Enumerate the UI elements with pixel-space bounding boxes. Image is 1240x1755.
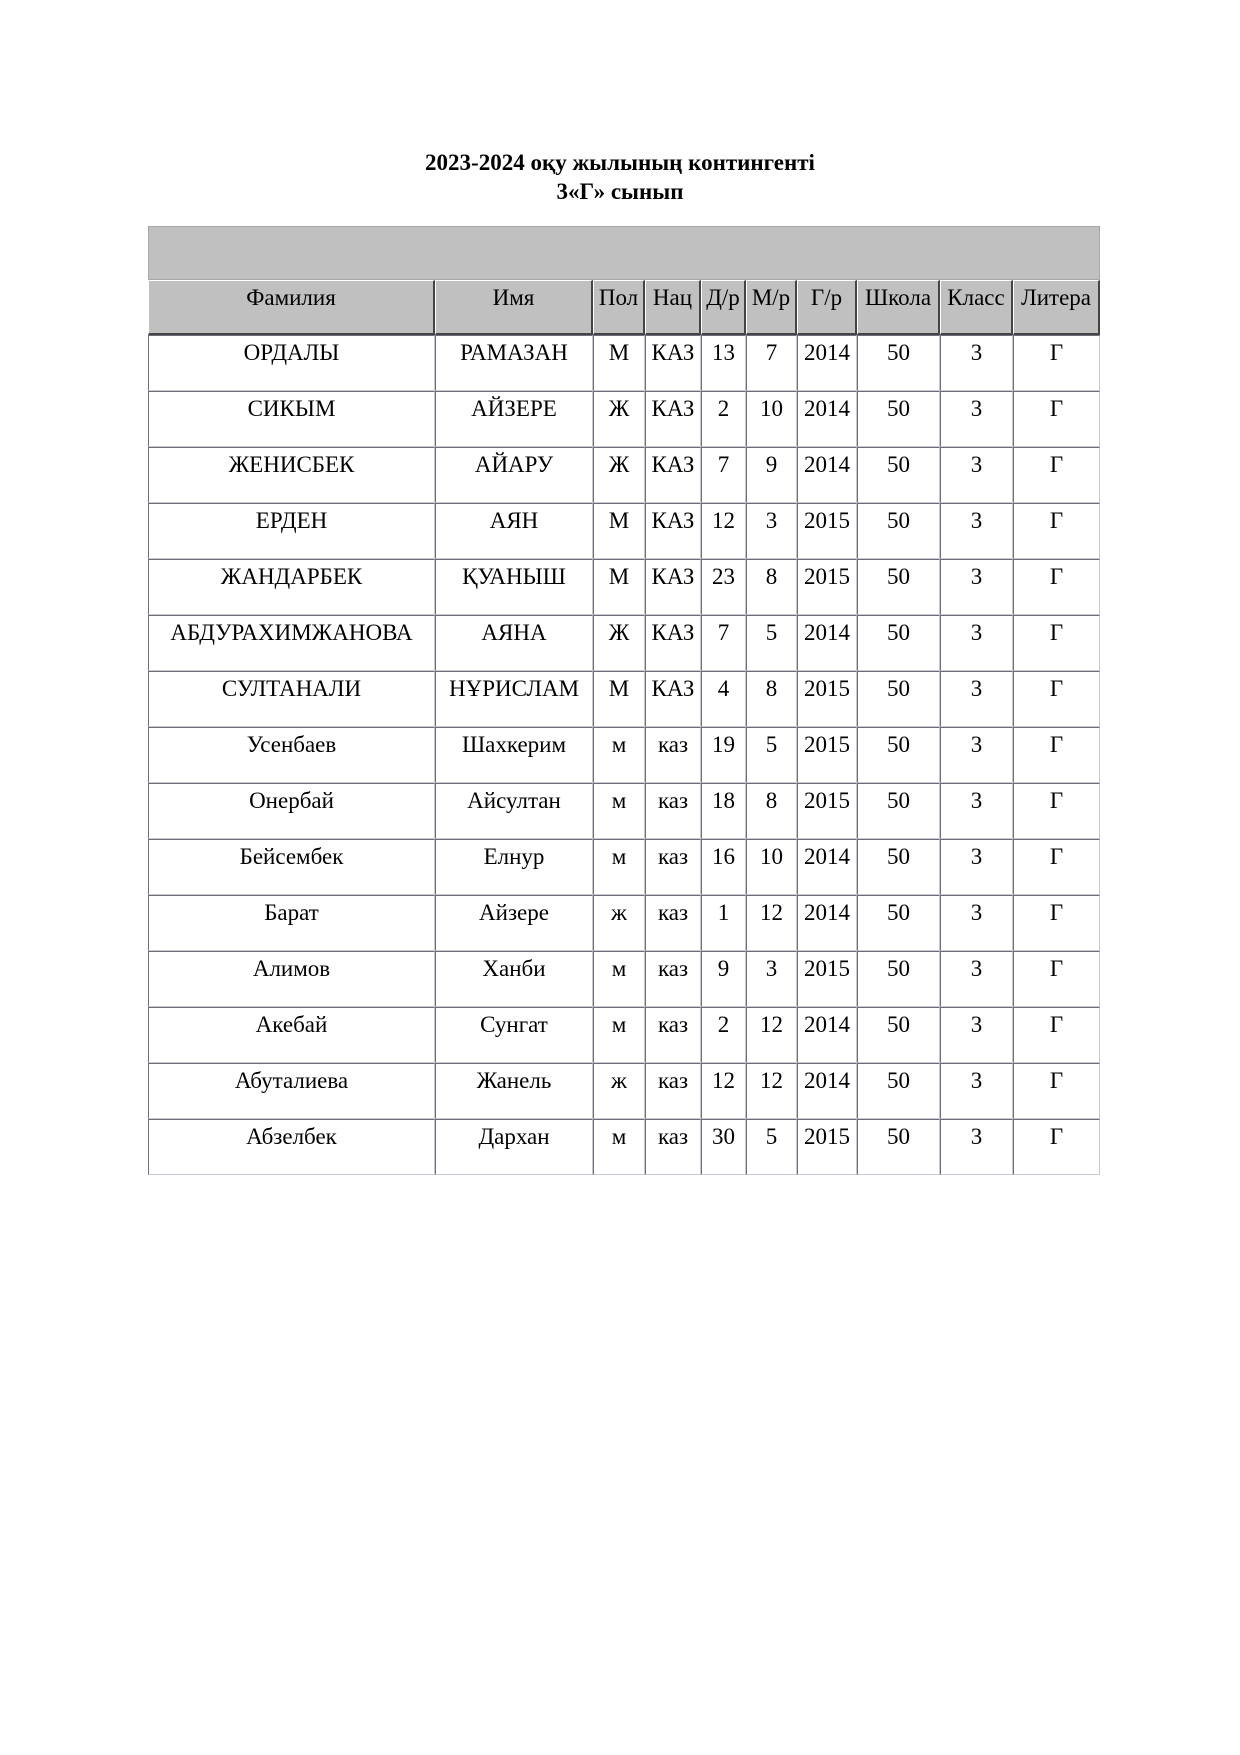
- cell-surname: Абзелбек: [148, 1119, 435, 1175]
- cell-birth-day: 18: [701, 783, 746, 839]
- cell-name: ҚУАНЫШ: [435, 559, 593, 615]
- title-line-year: 2023-2024 оқу жылының контингенті: [425, 150, 815, 175]
- cell-surname: Алимов: [148, 951, 435, 1007]
- cell-school: 50: [857, 1119, 940, 1175]
- cell-birth-year: 2014: [797, 1063, 857, 1119]
- cell-birth-year: 2014: [797, 615, 857, 671]
- cell-nationality: каз: [645, 727, 701, 783]
- table-row: [148, 951, 1100, 1007]
- cell-birth-year: 2014: [797, 1007, 857, 1063]
- table-row: [148, 447, 1100, 503]
- title-line-class: 3«Г» сынып: [556, 179, 684, 204]
- cell-nationality: КАЗ: [645, 671, 701, 727]
- cell-school: 50: [857, 503, 940, 559]
- cell-school: 50: [857, 895, 940, 951]
- cell-birth-year: 2014: [797, 335, 857, 391]
- cell-gender: м: [593, 1007, 645, 1063]
- cell-class: 3: [940, 951, 1013, 1007]
- cell-gender: М: [593, 671, 645, 727]
- cell-birth-day: 12: [701, 1063, 746, 1119]
- cell-surname: ЖЕНИСБЕК: [148, 447, 435, 503]
- cell-birth-day: 7: [701, 615, 746, 671]
- cell-name: Дархан: [435, 1119, 593, 1175]
- cell-surname: АБДУРАХИМЖАНОВА: [148, 615, 435, 671]
- cell-gender: ж: [593, 895, 645, 951]
- cell-birth-day: 2: [701, 391, 746, 447]
- cell-school: 50: [857, 391, 940, 447]
- header-birth-year: Г/р: [797, 280, 857, 335]
- cell-birth-day: 9: [701, 951, 746, 1007]
- cell-school: 50: [857, 1007, 940, 1063]
- table-row: [148, 559, 1100, 615]
- table-row: [148, 727, 1100, 783]
- cell-gender: М: [593, 559, 645, 615]
- cell-school: 50: [857, 727, 940, 783]
- cell-school: 50: [857, 839, 940, 895]
- cell-birth-year: 2014: [797, 839, 857, 895]
- cell-birth-year: 2015: [797, 503, 857, 559]
- cell-gender: м: [593, 783, 645, 839]
- cell-letter: Г: [1013, 335, 1100, 391]
- cell-name: Сунгат: [435, 1007, 593, 1063]
- table-row: [148, 783, 1100, 839]
- cell-name: АЙАРУ: [435, 447, 593, 503]
- cell-school: 50: [857, 559, 940, 615]
- cell-birth-month: 9: [746, 447, 797, 503]
- cell-letter: Г: [1013, 895, 1100, 951]
- cell-gender: Ж: [593, 615, 645, 671]
- cell-name: РАМАЗАН: [435, 335, 593, 391]
- cell-name: Айсултан: [435, 783, 593, 839]
- cell-nationality: КАЗ: [645, 447, 701, 503]
- cell-birth-year: 2014: [797, 391, 857, 447]
- table-row: [148, 335, 1100, 391]
- cell-name: АЯН: [435, 503, 593, 559]
- header-nationality: Нац: [645, 280, 701, 335]
- cell-name: АЙЗЕРЕ: [435, 391, 593, 447]
- header-surname: Фамилия: [148, 280, 435, 335]
- cell-class: 3: [940, 615, 1013, 671]
- cell-surname: ЕРДЕН: [148, 503, 435, 559]
- cell-nationality: КАЗ: [645, 335, 701, 391]
- cell-name: Елнур: [435, 839, 593, 895]
- cell-letter: Г: [1013, 671, 1100, 727]
- cell-nationality: каз: [645, 951, 701, 1007]
- cell-surname: СИКЫМ: [148, 391, 435, 447]
- cell-class: 3: [940, 335, 1013, 391]
- cell-birth-day: 12: [701, 503, 746, 559]
- cell-birth-year: 2015: [797, 671, 857, 727]
- cell-school: 50: [857, 615, 940, 671]
- cell-birth-year: 2015: [797, 951, 857, 1007]
- cell-letter: Г: [1013, 783, 1100, 839]
- cell-birth-month: 8: [746, 783, 797, 839]
- cell-birth-month: 12: [746, 1063, 797, 1119]
- table-row: [148, 895, 1100, 951]
- cell-gender: Ж: [593, 391, 645, 447]
- cell-name: Ханби: [435, 951, 593, 1007]
- cell-nationality: каз: [645, 839, 701, 895]
- cell-letter: Г: [1013, 615, 1100, 671]
- cell-surname: Онербай: [148, 783, 435, 839]
- header-class: Класс: [940, 280, 1013, 335]
- cell-letter: Г: [1013, 839, 1100, 895]
- cell-birth-day: 19: [701, 727, 746, 783]
- cell-surname: Усенбаев: [148, 727, 435, 783]
- cell-name: Айзере: [435, 895, 593, 951]
- cell-letter: Г: [1013, 1007, 1100, 1063]
- cell-nationality: КАЗ: [645, 391, 701, 447]
- cell-birth-day: 16: [701, 839, 746, 895]
- cell-nationality: каз: [645, 1007, 701, 1063]
- cell-class: 3: [940, 895, 1013, 951]
- cell-birth-day: 7: [701, 447, 746, 503]
- cell-gender: м: [593, 1119, 645, 1175]
- cell-birth-month: 10: [746, 839, 797, 895]
- table-row: [148, 503, 1100, 559]
- cell-birth-month: 5: [746, 727, 797, 783]
- cell-name: Шахкерим: [435, 727, 593, 783]
- cell-surname: Барат: [148, 895, 435, 951]
- cell-name: НҰРИСЛАМ: [435, 671, 593, 727]
- cell-letter: Г: [1013, 503, 1100, 559]
- cell-birth-month: 5: [746, 1119, 797, 1175]
- table-row: [148, 1119, 1100, 1175]
- cell-class: 3: [940, 391, 1013, 447]
- cell-surname: ЖАНДАРБЕК: [148, 559, 435, 615]
- table-row: [148, 391, 1100, 447]
- cell-class: 3: [940, 447, 1013, 503]
- cell-name: АЯНА: [435, 615, 593, 671]
- cell-birth-month: 3: [746, 951, 797, 1007]
- cell-nationality: каз: [645, 1119, 701, 1175]
- cell-school: 50: [857, 671, 940, 727]
- cell-school: 50: [857, 447, 940, 503]
- cell-nationality: каз: [645, 783, 701, 839]
- cell-nationality: КАЗ: [645, 503, 701, 559]
- cell-nationality: КАЗ: [645, 559, 701, 615]
- cell-birth-day: 13: [701, 335, 746, 391]
- cell-birth-day: 1: [701, 895, 746, 951]
- cell-school: 50: [857, 783, 940, 839]
- header-name: Имя: [435, 280, 593, 335]
- cell-gender: м: [593, 727, 645, 783]
- table-row: [148, 615, 1100, 671]
- student-roster-table: [148, 226, 1100, 1175]
- table-row: [148, 1063, 1100, 1119]
- cell-class: 3: [940, 1119, 1013, 1175]
- cell-birth-year: 2014: [797, 895, 857, 951]
- cell-birth-month: 7: [746, 335, 797, 391]
- cell-class: 3: [940, 671, 1013, 727]
- cell-gender: Ж: [593, 447, 645, 503]
- cell-surname: СУЛТАНАЛИ: [148, 671, 435, 727]
- cell-gender: м: [593, 839, 645, 895]
- cell-birth-month: 12: [746, 1007, 797, 1063]
- cell-class: 3: [940, 1063, 1013, 1119]
- cell-letter: Г: [1013, 391, 1100, 447]
- cell-birth-year: 2015: [797, 1119, 857, 1175]
- cell-name: Жанель: [435, 1063, 593, 1119]
- header-birth-day: Д/р: [701, 280, 746, 335]
- cell-school: 50: [857, 335, 940, 391]
- cell-letter: Г: [1013, 559, 1100, 615]
- table-header-row: [148, 280, 1100, 335]
- cell-birth-year: 2014: [797, 447, 857, 503]
- cell-surname: Абуталиева: [148, 1063, 435, 1119]
- table-row: [148, 839, 1100, 895]
- cell-surname: Бейсембек: [148, 839, 435, 895]
- cell-gender: М: [593, 503, 645, 559]
- cell-gender: ж: [593, 1063, 645, 1119]
- table-row: [148, 1007, 1100, 1063]
- cell-gender: М: [593, 335, 645, 391]
- document-title: [0, 148, 1240, 206]
- cell-birth-month: 8: [746, 559, 797, 615]
- cell-birth-month: 3: [746, 503, 797, 559]
- cell-class: 3: [940, 559, 1013, 615]
- cell-letter: Г: [1013, 1119, 1100, 1175]
- cell-nationality: каз: [645, 895, 701, 951]
- cell-surname: Акебай: [148, 1007, 435, 1063]
- header-school: Школа: [857, 280, 940, 335]
- header-gender: Пол: [593, 280, 645, 335]
- table-row: [148, 671, 1100, 727]
- header-birth-month: М/р: [746, 280, 797, 335]
- cell-gender: м: [593, 951, 645, 1007]
- cell-birth-month: 10: [746, 391, 797, 447]
- cell-birth-day: 30: [701, 1119, 746, 1175]
- cell-class: 3: [940, 727, 1013, 783]
- cell-birth-day: 23: [701, 559, 746, 615]
- table-banner-row: [148, 226, 1100, 280]
- cell-birth-month: 12: [746, 895, 797, 951]
- cell-nationality: КАЗ: [645, 615, 701, 671]
- cell-school: 50: [857, 951, 940, 1007]
- cell-nationality: каз: [645, 1063, 701, 1119]
- cell-letter: Г: [1013, 447, 1100, 503]
- cell-letter: Г: [1013, 951, 1100, 1007]
- cell-birth-year: 2015: [797, 559, 857, 615]
- cell-birth-day: 4: [701, 671, 746, 727]
- cell-birth-month: 5: [746, 615, 797, 671]
- cell-birth-month: 8: [746, 671, 797, 727]
- cell-letter: Г: [1013, 727, 1100, 783]
- cell-class: 3: [940, 1007, 1013, 1063]
- cell-class: 3: [940, 839, 1013, 895]
- cell-birth-year: 2015: [797, 783, 857, 839]
- cell-class: 3: [940, 503, 1013, 559]
- cell-surname: ОРДАЛЫ: [148, 335, 435, 391]
- header-letter: Литера: [1013, 280, 1100, 335]
- cell-letter: Г: [1013, 1063, 1100, 1119]
- cell-birth-year: 2015: [797, 727, 857, 783]
- table-banner-cell: [148, 226, 1100, 280]
- cell-class: 3: [940, 783, 1013, 839]
- cell-school: 50: [857, 1063, 940, 1119]
- cell-birth-day: 2: [701, 1007, 746, 1063]
